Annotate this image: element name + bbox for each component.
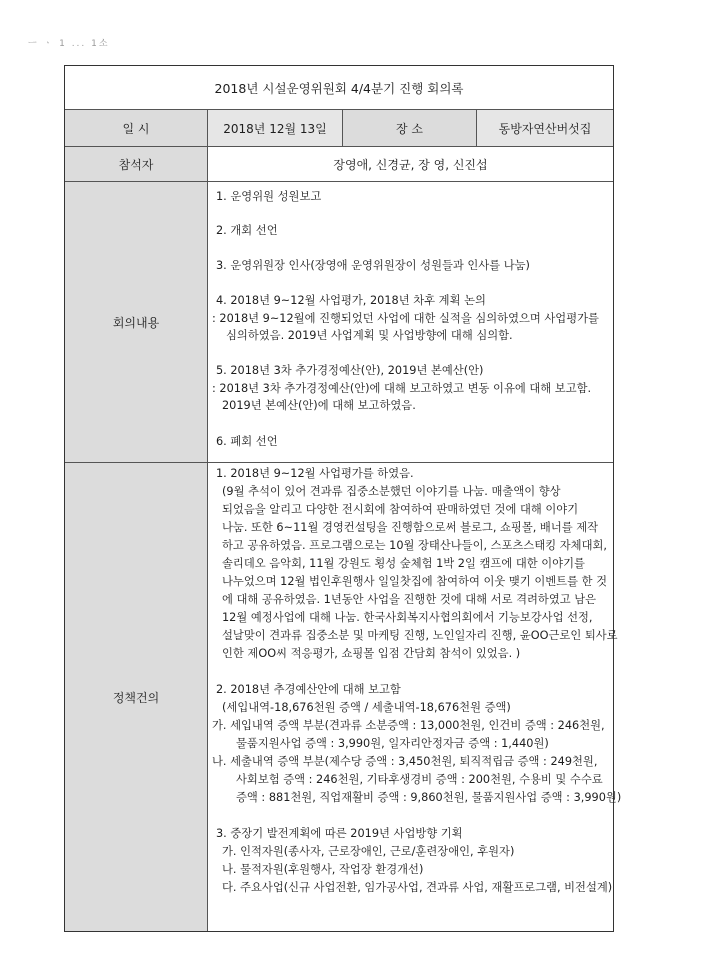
policy-line: 2. 2018년 추경예산안에 대해 보고함 <box>216 683 401 696</box>
place-label: 장 소 <box>343 110 477 146</box>
policy-line: 12월 예정사업에 대해 나눔. 한국사회복지사협의회에서 기능보강사업 선정, <box>222 611 593 624</box>
policy-line: 나. 세출내역 증액 부분(제수당 증액 : 3,450천원, 퇴직적립금 증액 : 249천원, <box>212 755 598 768</box>
meeting-line: : 2018년 3차 추가경정예산(안)에 대해 보고하였고 변동 이유에 대해 보고함. <box>212 382 592 395</box>
place-value: 동방자연산버섯집 <box>477 110 613 146</box>
meeting-line: : 2018년 9~12월에 진행되었던 사업에 대한 실적을 심의하였으며 사업평가를 <box>212 312 599 325</box>
meeting-line: 6. 폐회 선언 <box>216 435 278 448</box>
date-label: 일 시 <box>65 110 208 146</box>
policy-line: 가. 세입내역 증액 부분(견과류 소분증액 : 13,000천원, 인건비 증액 : 246천원, <box>212 719 605 732</box>
policy-line: 증액 : 881천원, 직업재활비 증액 : 9,860천원, 물품지원사업 증액 : 3,990원) <box>236 791 622 804</box>
document-title: 2018년 시설운영위원회 4/4분기 진행 회의록 <box>214 80 464 96</box>
margin-scribble: ㅡ ㆍ 1 ... 1소 <box>28 39 110 49</box>
policy-row <box>65 463 622 931</box>
attendees-label: 참석자 <box>65 147 208 181</box>
policy-line: 나눔. 또한 6~11월 경영컨설팅을 진행함으로써 블로그, 쇼핑몰, 배너를 제작 <box>222 521 599 534</box>
policy-line: 나. 물적자원(후원행사, 작업장 환경개선) <box>222 863 424 876</box>
meeting-line: 1. 운영위원 성원보고 <box>216 190 322 203</box>
policy-line: 나누었으며 12월 법인후원행사 일일찻집에 참여하여 이웃 맺기 이벤트를 한 것 <box>222 575 607 588</box>
meeting-line: 5. 2018년 3차 추가경정예산(안), 2019년 본예산(안) <box>216 364 484 377</box>
meeting-line: 심의하였음. 2019년 사업계획 및 사업방향에 대해 심의함. <box>226 329 513 342</box>
attendees-value: 장영애, 신경균, 장 영, 신진섭 <box>208 147 613 181</box>
policy-line: 가. 인적자원(종사자, 근로장애인, 근로/훈련장애인, 후원자) <box>222 845 515 858</box>
policy-line: 3. 중장기 발전계획에 따른 2019년 사업방향 기획 <box>216 827 463 840</box>
meeting-label: 회의내용 <box>65 182 208 462</box>
meeting-line: 4. 2018년 9~12월 사업평가, 2018년 차후 계획 논의 <box>216 294 486 307</box>
policy-line: (세입내역-18,676천원 증액 / 세출내역-18,676천원 증액) <box>222 701 511 714</box>
meeting-line: 3. 운영위원장 인사(장영애 운영위원장이 성원들과 인사를 나눔) <box>216 259 530 272</box>
policy-line: 물품지원사업 증액 : 3,990원, 일자리안정자금 증액 : 1,440원) <box>236 737 549 750</box>
date-value: 2018년 12월 13일 <box>208 110 343 146</box>
policy-line: 1. 2018년 9~12월 사업평가를 하였음. <box>216 467 414 480</box>
minutes-table <box>64 65 622 932</box>
policy-line: 솔리데오 음악회, 11월 강원도 횡성 숲체험 1박 2일 캠프에 대한 이야기를 <box>222 557 585 570</box>
policy-line: (9월 추석이 있어 견과류 집중소분했던 이야기를 나눔. 매출액이 향상 <box>222 485 561 498</box>
policy-line: 에 대해 공유하였음. 1년동안 사업을 진행한 것에 대해 서로 격려하였고 남은 <box>222 593 597 606</box>
attendees-row <box>65 147 613 182</box>
meeting-line: 2019년 본예산(안)에 대해 보고하였음. <box>222 399 416 412</box>
policy-line: 하고 공유하였음. 프로그램으로는 10월 장태산나들이, 스포츠스태킹 자체대회, <box>222 539 607 552</box>
policy-content <box>208 463 622 931</box>
meeting-line: 2. 개회 선언 <box>216 224 278 237</box>
meeting-row <box>65 182 613 463</box>
policy-line: 설날맞이 견과류 집중소분 및 마케팅 진행, 노인일자리 진행, 윤OO근로인 퇴사로 <box>222 629 618 642</box>
policy-line: 인한 제OO씨 적응평가, 쇼핑몰 입점 간담회 참석이 있었음. ) <box>222 647 521 660</box>
policy-line: 사회보험 증액 : 246천원, 기타후생경비 증액 : 200천원, 수용비 및 수수료 <box>236 773 603 786</box>
title-row <box>65 66 613 110</box>
policy-line: 되었음을 알리고 다양한 전시회에 참여하여 판매하였던 것에 대해 이야기 <box>222 503 579 516</box>
meta-row <box>65 110 613 147</box>
meeting-content <box>208 182 613 462</box>
policy-label: 정책건의 <box>65 463 208 931</box>
policy-line: 다. 주요사업(신규 사업전환, 임가공사업, 견과류 사업, 재활프로그램, 비전설계) <box>222 881 613 894</box>
